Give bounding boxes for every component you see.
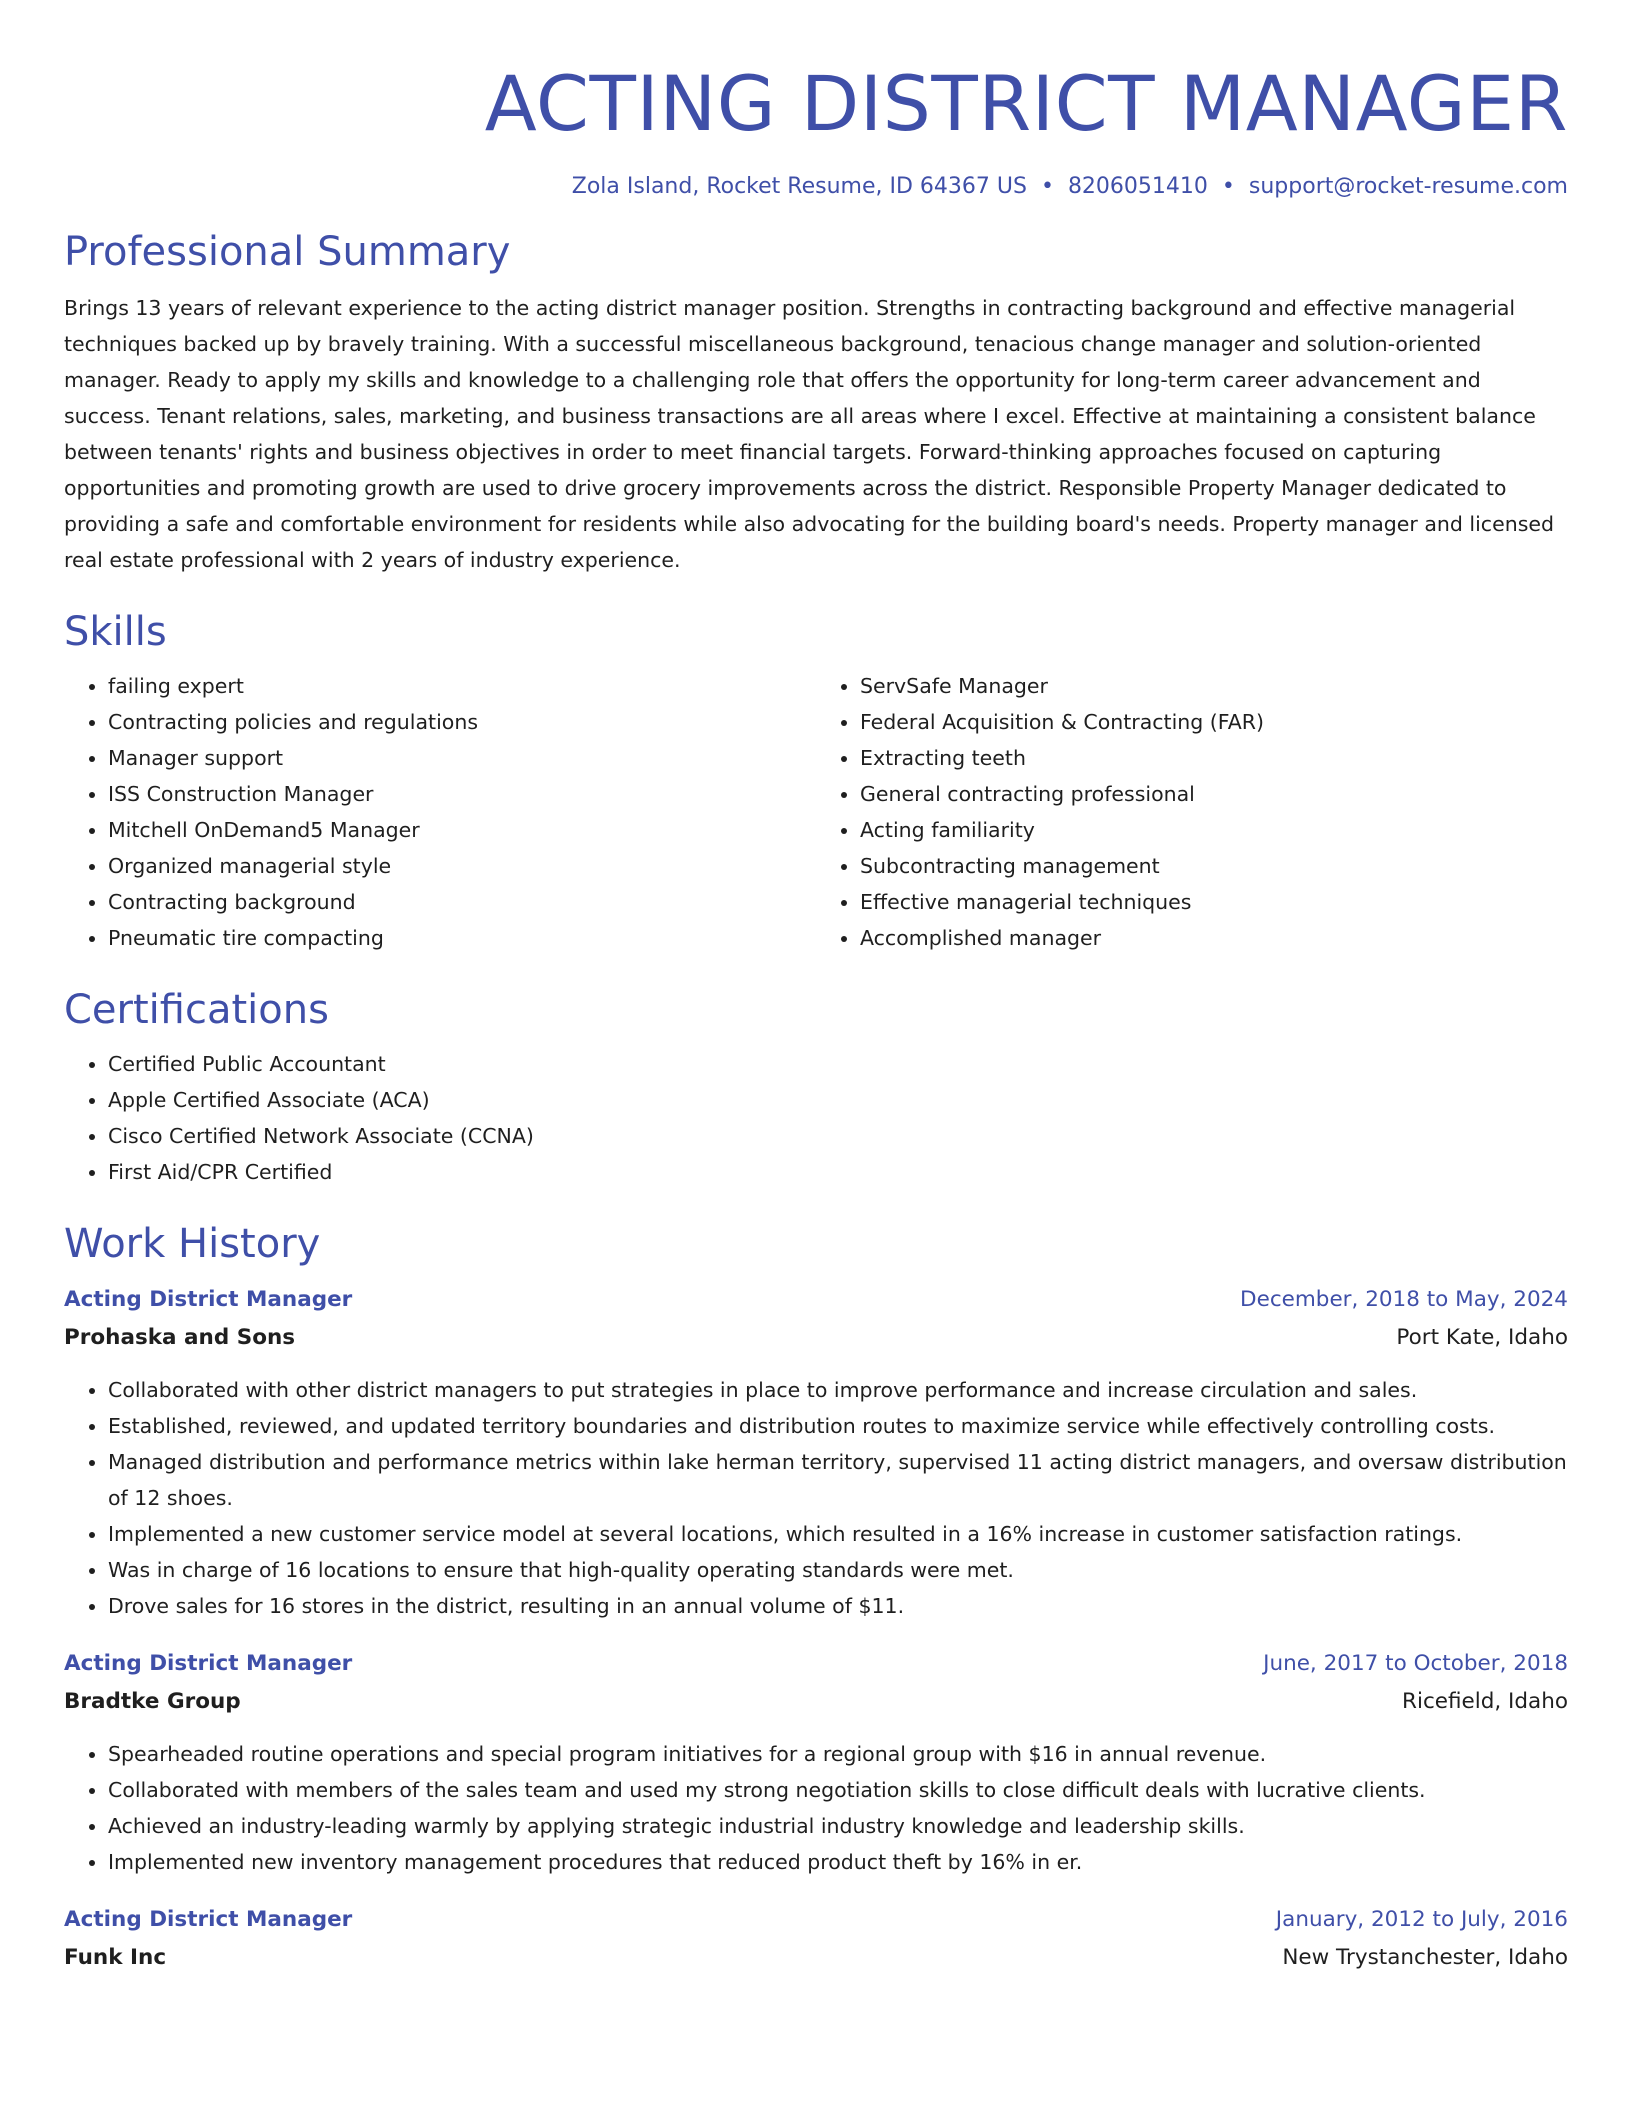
list-item: • Was in charge of 16 locations to ensure that high-quality operating standards were met. — [108, 1552, 1568, 1588]
list-item: • Subcontracting management — [860, 848, 1568, 884]
list-item: • Collaborated with other district managers to put strategies in place to improve performance and increase circulation and sales. — [108, 1372, 1568, 1408]
list-item: • Pneumatic tire compacting — [108, 920, 816, 956]
certifications-heading: Certifications — [64, 987, 329, 1033]
list-item: • Mitchell OnDemand5 Manager — [108, 812, 816, 848]
job-location: Ricefield, Idaho — [1402, 1689, 1568, 1714]
list-item: • Implemented a new customer service model at several locations, which resulted in a 16% increase in customer satisfaction ratings. — [108, 1516, 1568, 1552]
job-dates: June, 2017 to October, 2018 — [1263, 1651, 1568, 1676]
job-title-row — [64, 1282, 1568, 1318]
job-title: Acting District Manager — [64, 1651, 353, 1676]
skills-column-left — [64, 668, 816, 956]
list-item: • Contracting background — [108, 884, 816, 920]
work-history-heading: Work History — [64, 1221, 321, 1267]
job-company: Funk Inc — [64, 1945, 167, 1970]
list-item: • Acting familiarity — [860, 812, 1568, 848]
job-title: Acting District Manager — [64, 1287, 353, 1312]
skills-list-right — [816, 668, 1568, 956]
skills-heading: Skills — [64, 609, 167, 655]
job-entry — [64, 1646, 1568, 1880]
resume-header — [64, 58, 1568, 202]
job-bullets — [64, 1372, 1568, 1624]
candidate-title: ACTING DISTRICT MANAGER — [484, 59, 1568, 148]
contact-phone: 8206051410 — [1067, 174, 1208, 199]
list-item: • Apple Certified Associate (ACA) — [108, 1082, 1568, 1118]
work-history-section — [64, 1220, 1568, 1976]
job-dates: December, 2018 to May, 2024 — [1240, 1287, 1568, 1312]
job-company: Bradtke Group — [64, 1689, 241, 1714]
summary-heading: Professional Summary — [64, 229, 511, 275]
list-item: • Organized managerial style — [108, 848, 816, 884]
list-item: • ISS Construction Manager — [108, 776, 816, 812]
certifications-list — [64, 1046, 1568, 1190]
job-location: Port Kate, Idaho — [1396, 1325, 1568, 1350]
skills-list-left — [64, 668, 816, 956]
summary-section — [64, 228, 1568, 578]
job-bullets — [64, 1736, 1568, 1880]
list-item: • Cisco Certified Network Associate (CCNA) — [108, 1118, 1568, 1154]
jobs-container — [64, 1282, 1568, 1976]
list-item: • Extracting teeth — [860, 740, 1568, 776]
contact-address: Zola Island, Rocket Resume, ID 64367 US — [571, 174, 1027, 199]
job-title: Acting District Manager — [64, 1907, 353, 1932]
list-item: • Established, reviewed, and updated territory boundaries and distribution routes to maximize service while effectively controlling costs. — [108, 1408, 1568, 1444]
job-company: Prohaska and Sons — [64, 1325, 296, 1350]
list-item: • Drove sales for 16 stores in the district, resulting in an annual volume of $11. — [108, 1588, 1568, 1624]
job-entry — [64, 1902, 1568, 1976]
list-item: • Collaborated with members of the sales team and used my strong negotiation skills to close difficult deals with lucrative clients. — [108, 1772, 1568, 1808]
job-company-row — [64, 1320, 1568, 1356]
list-item: • General contracting professional — [860, 776, 1568, 812]
job-location: New Trystanchester, Idaho — [1282, 1945, 1568, 1970]
contact-separator: • — [1040, 174, 1054, 199]
job-company-row — [64, 1684, 1568, 1720]
list-item: • Managed distribution and performance metrics within lake herman territory, supervised 11 acting district managers, and oversaw distribution of 12 shoes. — [108, 1444, 1568, 1516]
contact-separator: • — [1221, 174, 1235, 199]
list-item: • Contracting policies and regulations — [108, 704, 816, 740]
summary-text: Brings 13 years of relevant experience to the acting district manager position. Strengths in contracting background and effective managerial techniques backed up by bravely training. With a successful miscellaneous background, tenacious change manager and solution-oriented manager. Ready to apply my skills and knowledge to a challenging role that offers the opportunity for long-term career advancement and success. Tenant relations, sales, marketing, and business transactions are all areas where I excel. Effective at maintaining a consistent balance between tenants' rights and business objectives in order to meet financial targets. Forward-thinking approaches focused on capturing opportunities and promoting growth are used to drive grocery improvements across the district. Responsible Property Manager dedicated to providing a safe and comfortable environment for residents while also advocating for the building board's needs. Property manager and licensed real estate professional with 2 years of industry experience. — [64, 296, 1554, 572]
list-item: • Accomplished manager — [860, 920, 1568, 956]
list-item: • failing expert — [108, 668, 816, 704]
list-item: • ServSafe Manager — [860, 668, 1568, 704]
list-item: • Effective managerial techniques — [860, 884, 1568, 920]
contact-email: support@rocket-resume.com — [1248, 174, 1568, 199]
list-item: • Manager support — [108, 740, 816, 776]
job-company-row — [64, 1940, 1568, 1976]
list-item: • Implemented new inventory management procedures that reduced product theft by 16% in er. — [108, 1844, 1568, 1880]
list-item: • Certified Public Accountant — [108, 1046, 1568, 1082]
contact-line — [64, 172, 1568, 202]
skills-section — [64, 608, 1568, 956]
list-item: • First Aid/CPR Certified — [108, 1154, 1568, 1190]
list-item: • Federal Acquisition & Contracting (FAR) — [860, 704, 1568, 740]
list-item: • Achieved an industry-leading warmly by applying strategic industrial industry knowledge and leadership skills. — [108, 1808, 1568, 1844]
certifications-section — [64, 986, 1568, 1190]
job-title-row — [64, 1902, 1568, 1938]
job-entry — [64, 1282, 1568, 1624]
job-title-row — [64, 1646, 1568, 1682]
job-dates: January, 2012 to July, 2016 — [1275, 1907, 1568, 1932]
skills-column-right — [816, 668, 1568, 956]
skills-grid — [64, 668, 1568, 956]
list-item: • Spearheaded routine operations and special program initiatives for a regional group with $16 in annual revenue. — [108, 1736, 1568, 1772]
